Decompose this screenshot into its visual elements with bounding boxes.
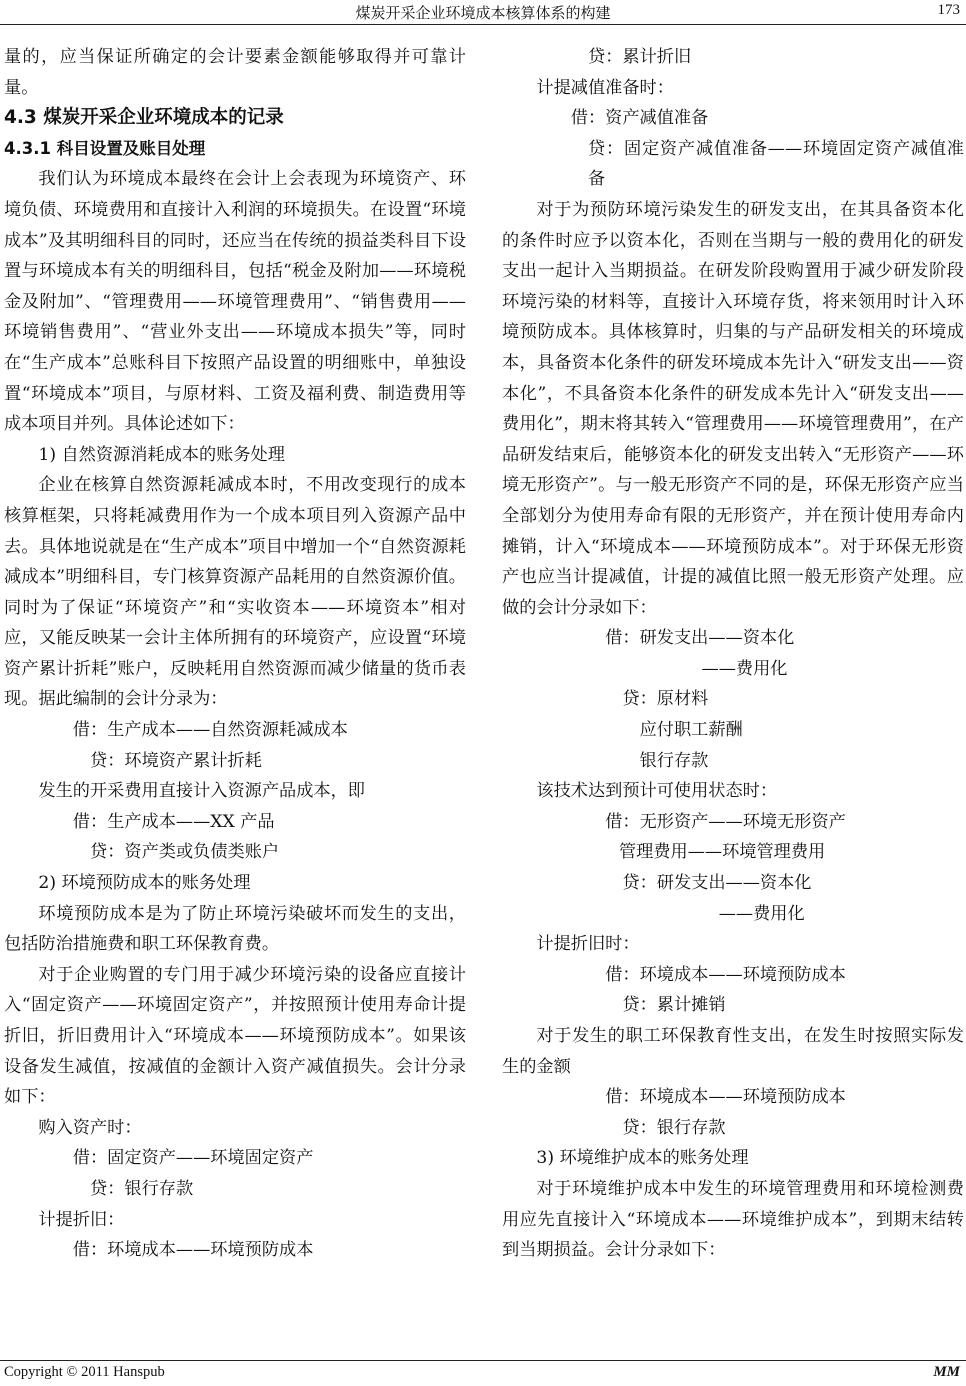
journal-entry-credit: 贷：累计摊销 (622, 995, 726, 1016)
journal-entry-debit: 借：环境成本——环境预防成本 (605, 964, 846, 985)
running-title: 煤炭开采企业环境成本核算体系的构建 (355, 4, 611, 22)
journal-entry-debit: 借：环境成本——环境预防成本 (72, 1240, 314, 1261)
journal-entry-debit: ——费用化 (701, 658, 788, 679)
paragraph: 对于发生的职工环保教育性支出，在发生时按照实际发生的金额 (502, 1026, 964, 1077)
journal-entry-credit: 贷：银行存款 (622, 1117, 726, 1138)
entry-label: 计提折旧： (38, 1209, 125, 1230)
journal-entry-debit: 借：无形资产——环境无形资产 (605, 811, 846, 832)
journal-entry-credit: 应付职工薪酬 (639, 720, 743, 741)
subsection-heading: 4.3.1 科目设置及账目处理 (4, 138, 206, 158)
copyright-notice: Copyright © 2011 Hanspub (4, 1364, 165, 1380)
journal-entry-credit: 贷：研发支出——资本化 (622, 873, 812, 894)
journal-entry-debit: 借：生产成本——自然资源耗减成本 (72, 720, 348, 741)
left-column (4, 42, 466, 1266)
entry-label: 计提折旧时： (536, 934, 640, 955)
paragraph: 对于企业购置的专门用于减少环境污染的设备应直接计入“固定资产——环境固定资产”，并按照预计使用寿命计提折旧，折旧费用计入“环境成本——环境预防成本”。如果该设备发生减值，按减值的金额计入资产减值损失。会计分录如下： (4, 964, 466, 1108)
item-heading: 2) 环境预防成本的账务处理 (38, 873, 251, 894)
journal-entry-credit: 贷：原材料 (622, 689, 709, 710)
page-number: 173 (937, 2, 960, 18)
page-header (0, 0, 966, 25)
journal-entry-credit: ——费用化 (718, 903, 805, 924)
entry-label: 计提减值准备时： (536, 77, 674, 98)
paragraph: 量的，应当保证所确定的会计要素金额能够取得并可靠计量。 (4, 47, 466, 98)
journal-entry-credit: 贷：环境资产累计折耗 (90, 750, 262, 771)
section-heading: 4.3 煤炭开采企业环境成本的记录 (4, 107, 284, 129)
journal-entry-debit: 借：生产成本——XX 产品 (72, 811, 275, 832)
paragraph: 发生的开采费用直接计入资源产品成本，即 (38, 781, 365, 802)
item-heading: 1) 自然资源消耗成本的账务处理 (38, 444, 285, 465)
footer-rule (0, 1360, 966, 1361)
paragraph: 环境预防成本是为了防止环境污染破坏而发生的支出，包括防治措施费和职工环保教育费。 (4, 903, 466, 955)
journal-abbreviation: MM (933, 1364, 960, 1380)
journal-entry-credit: 贷：固定资产减值准备——环境固定资产减值准备 (588, 138, 964, 190)
entry-label: 该技术达到预计可使用状态时： (536, 781, 778, 802)
journal-entry-debit: 借：固定资产——环境固定资产 (72, 1148, 314, 1169)
journal-entry-debit: 借：资产减值准备 (570, 108, 709, 129)
journal-entry-debit: 管理费用——环境管理费用 (618, 842, 826, 863)
entry-label: 购入资产时： (38, 1117, 142, 1138)
journal-entry-credit: 贷：资产类或负债类账户 (90, 842, 280, 863)
paragraph: 对于环境维护成本中发生的环境管理费用和环境检测费用应先直接计入“环境成本——环境维护成本”，到期末结转到当期损益。会计分录如下： (502, 1178, 964, 1261)
item-heading: 3) 环境维护成本的账务处理 (536, 1148, 749, 1169)
journal-entry-credit: 贷：银行存款 (90, 1178, 194, 1199)
paragraph: 企业在核算自然资源耗减成本时，不用改变现行的成本核算框架，只将耗减费用作为一个成本项目列入资源产品中去。具体地说就是在“生产成本”项目中增加一个“自然资源耗减成本”明细科目，专门核算资源产品耗用的自然资源价值。同时为了保证“环境资产”和“实收资本——环境资本”相对应，又能反映某一会计主体所拥有的环境资产，应设置“环境资产累计折耗”账户，反映耗用自然资源而减少储量的货币表现。据此编制的会计分录为： (4, 475, 466, 710)
journal-entry-debit: 借：环境成本——环境预防成本 (605, 1087, 846, 1108)
paragraph: 我们认为环境成本最终在会计上会表现为环境资产、环境负债、环境费用和直接计入利润的环境损失。在设置“环境成本”及其明细科目的同时，还应当在传统的损益类科目下设置与环境成本有关的明细科目，包括“税金及附加——环境税金及附加”、“管理费用——环境管理费用”、“销售费用——环境销售费用”、“营业外支出——环境成本损失”等，同时在“生产成本”总账科目下按照产品设置的明细账中，单独设置“环境成本”项目，与原材料、工资及福利费、制造费用等成本项目并列。具体论述如下： (4, 169, 466, 435)
right-column (502, 42, 964, 1266)
paragraph: 对于为预防环境污染发生的研发支出，在其具备资本化的条件时应予以资本化，否则在当期与一般的费用化的研发支出一起计入当期损益。在研发阶段购置用于减少研发阶段环境污染的材料等，直接计入环境存货，将来领用时计入环境预防成本。具体核算时，归集的与产品研发相关的环境成本，具备资本化条件的研发环境成本先计入“研发支出——资本化”，不具备资本化条件的研发成本先计入“研发支出——费用化”，期末将其转入“管理费用——环境管理费用”，在产品研发结束后，能够资本化的研发支出转入“无形资产——环境无形资产”。与一般无形资产不同的是，环保无形资产应当全部划分为使用寿命有限的无形资产，并在预计使用寿命内摊销，计入“环境成本——环境预防成本”。对于环保无形资产也应当计提减值，计提的减值比照一般无形资产处理。应做的会计分录如下： (502, 199, 964, 618)
journal-entry-credit: 贷：累计折旧 (588, 47, 692, 67)
journal-entry-credit: 银行存款 (639, 750, 709, 771)
journal-entry-debit: 借：研发支出——资本化 (605, 628, 795, 649)
